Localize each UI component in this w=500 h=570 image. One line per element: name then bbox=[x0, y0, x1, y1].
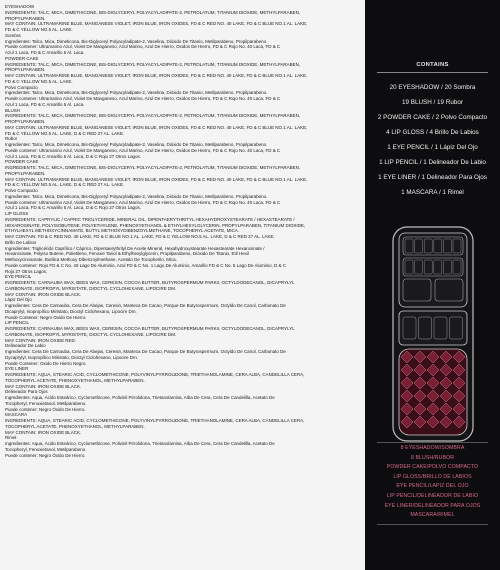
ingredient-heading: EYE LINER bbox=[5, 366, 29, 372]
contains-item: 1 LIP PENCIL / 1 Delineador De Labio bbox=[379, 159, 486, 166]
ingredient-heading: Brillo De Labios bbox=[5, 239, 37, 245]
ingredient-line: Ingredientes: Cera De Carnauba, Cera De Abejas, Ceresin, Manteca De Cacao, Parque De Butyrospermum, Octyldo De Canol, Carbonato De bbox=[5, 303, 286, 308]
contains-item: 1 MASCARA / 1 Rimel bbox=[401, 189, 464, 196]
ingredient-heading: POWDER CAKE bbox=[5, 159, 39, 165]
ingredient-line: Azul 1 Laca, FD & C Amarillo 5 Al. Laca. bbox=[5, 50, 85, 55]
contains-item: 2 POWDER CAKE / 2 Polvo Compacto bbox=[377, 114, 488, 121]
ingredient-line: HEXAROSINATE, POLYISOBUTENE, POLYETHYLENE, PHENOXYETHANOL & ETHYLHEXYLGLYCERIN, PROPYLPARABEN, TITANIUM DIOXIDE, bbox=[5, 222, 306, 228]
ingredient-heading: Polvo Compacto bbox=[5, 188, 38, 193]
ingredient-line: Azul 1 Laca, FD & C Amarillo 5 Al. Laca. bbox=[5, 101, 85, 107]
ingredient-line: Hexarosinate, Polyiso Butene, Polietileno, Fenoxie Tanol & Ethylhexylglycerin, Propilparabeno, Dióxido De Titanio, Etil Hexil bbox=[5, 251, 249, 257]
ingredient-line: ETHYLHEXYL METHOXYCINNAMATE, BUTYL METHOXYDIBENZOYLMETHANE, TOCOPHERYL ACETATE, MICA. bbox=[5, 228, 240, 234]
ingredient-line: MAY CONTAIN: IRON OXIDE RED. bbox=[5, 337, 76, 343]
ingredient-line: Tocopheryl, Fenoxietanol, Metilparabeno. bbox=[5, 400, 87, 406]
upper-tray bbox=[399, 233, 467, 307]
ingredient-line: MAY CONTAIN: ULTRAMARINE BLUE, MANGANESE VIOLET, IRON BLUE, IRON OXIDES, FD & C RED NO. 40 LAKE, FD & C BLUE NO.1 AL. LAKE, bbox=[5, 124, 308, 130]
contains-item: 1 EYE LINER / 1 Delineador Para Ojos bbox=[378, 174, 487, 181]
ingredient-line: MAY CONTAIN: IRON OXIDE BLACK. bbox=[5, 383, 82, 389]
ingredient-line: Puede Contener: Oxido De Hierro Negro. bbox=[5, 360, 87, 366]
middle-tray bbox=[399, 311, 467, 345]
pink-list-item: LIP PENCIL/DELINEADOR DE LABIO bbox=[386, 492, 479, 499]
ingredient-heading: EYESHADOW bbox=[5, 4, 35, 9]
ingredient-line: Dicaprylyl, Isopropílico Miristato, Dioctyl Ciclohexano, Lipocire Dm. bbox=[5, 308, 137, 314]
contains-list bbox=[365, 80, 500, 200]
ingredient-heading: Polvo Compacto bbox=[5, 84, 38, 90]
ingredient-line: INGREDIENTS: CARNAUBA WAX, BEES WAX, CERESIN, COCOA BUTTER, BUTYROSPERMUM PARKII, OCTYLDODECANOL, DICAPRYLYL bbox=[5, 280, 295, 285]
pink-list-item: EYE LINER/DELINEADOR PARA OJOS bbox=[384, 502, 481, 509]
pink-list-item: 8 EYESHADOW/SOMBRA bbox=[400, 445, 465, 451]
contains-item: 20 EYESHADOW / 20 Sombra bbox=[389, 84, 476, 91]
ingredient-line: CARBONATE, ISOPROPYL MYRISTATE, DIOCTYL CYCLOHEXANE, LIPOCIRE DM. bbox=[5, 285, 177, 291]
ingredient-line: TOCOPHERYL ACETATE, PHENOXYETHANOL, METHYLPARABEN. bbox=[5, 377, 145, 383]
ingredient-line: Azul 1 Laca, FD & C Amarillo 5 Al. Laca, D & C Rojo 27 Otros Lagos. bbox=[5, 153, 141, 159]
ingredient-line: FD & C YELLOW NO.5 AL. LAKE, D & C RED 27 AL. LAKE. bbox=[5, 182, 125, 188]
ingredient-line: CARBONATE, ISOPROPYL MYRISTATE, DIOCTYL CYCLOHEXANE, LIPOCIRE DM. bbox=[5, 331, 177, 337]
ingredient-line: Tocopheryl, Fenoxietanol, Metilparabeno. bbox=[5, 446, 87, 452]
ingredient-line: MAY CONTAIN: IRON OXIDE BLACK. bbox=[5, 291, 82, 297]
pink-list-item: MASCARA/RIMEL bbox=[410, 512, 455, 519]
ingredient-line: Puede contener: Negro Óxido De Hierro. bbox=[5, 406, 86, 412]
ingredient-heading: Rubor bbox=[5, 136, 18, 142]
ingredient-line: FD & C YELLOW NO.5 AL. LAKE. bbox=[5, 78, 73, 84]
ingredient-line: TOCOPHERYL ACETATE, PHENOXYETHANOL, METHYLPARABEN. bbox=[5, 423, 145, 429]
ingredient-line: Puede contener: Ultramarino Azul, Violet De Manganeso, Azul Marino, Azul De Hierro, Oxidos De Hierro, FD & C Rojo No. 40 Laca, FD & C bbox=[5, 147, 281, 153]
ingredient-line: Puede Contener: Negro Oxido De Hierro. bbox=[5, 314, 87, 320]
ingredient-heading: MASCARA bbox=[5, 412, 28, 418]
ingredient-line: PROPYLPARABEN. bbox=[5, 67, 46, 73]
ingredient-line: MAY CONTAIN: ULTRAMARINE BLUE, MANGANESE VIOLET, IRON BLUE, IRON OXIDES, FD & C RED NO. 40 LAKE, FD & C BLUE NO.1 AL. LAKE, bbox=[5, 73, 308, 78]
ingredient-line: PROPYLPARABEN. bbox=[5, 15, 46, 21]
ingredient-line: FD & C YELLOW NO.5 AL. LAKE, D & C RED 27 AL. LAKE. bbox=[5, 130, 125, 136]
ingredient-line: MAY CONTAIN: FD & C RED NO. 40 LAKE, FD & C BLUE NO.1 AL. LAKE, FD & C YELLOW NO.5 AL. LAKE, D & C RED 27 AL. LAKE. bbox=[5, 234, 275, 239]
contains-item: 4 LIP GLOSS / 4 Brillo De Labios bbox=[386, 129, 479, 136]
palette-case-illustration bbox=[391, 225, 475, 443]
ingredient-line: INGREDIENTS: CARNAUBA WAX, BEES WAX, CERESIN, COCOA BUTTER, BUTYROSPERMUM PARKII, OCTYLDODECANOL, DICAPRYLYL bbox=[5, 326, 295, 331]
ingredient-line: INGREDIENTS: TALC, MICA, DIMETHICONE, BIS-DIGLYCERYL POLYACYLADIPATE-2, PETROLATUM, TITANIUM DIOXIDE, METHYLPARABEN, bbox=[5, 61, 301, 67]
pink-product-list bbox=[365, 444, 500, 521]
ingredient-heading: Rimel bbox=[5, 435, 17, 441]
contains-title: CONTAINS bbox=[416, 62, 449, 68]
ingredient-heading: LIP GLOSS bbox=[5, 211, 29, 216]
ingredient-line: Rojo 27 Otros Lagos. bbox=[5, 268, 48, 274]
ingredient-heading: Delineador Para Ojos bbox=[5, 389, 48, 395]
ingredient-line: INGREDIENTS: TALC, MICA, DIMETHICONE, BIS-DIGLYCERYL POLYACYLADIPATE-2, PETROLATUM, TITANIUM DIOXIDE, METHYLPARABEN, bbox=[5, 9, 301, 15]
ingredient-line: Azul 1 Laca, FD & C Amarillo 5 Al. Laca, D & C Rojo 27 Otros Lagos. bbox=[5, 205, 141, 211]
ingredient-heading: LIP PENCIL bbox=[5, 320, 29, 326]
palette-case-svg bbox=[391, 225, 475, 443]
pink-divider-top bbox=[377, 442, 488, 443]
ingredient-line: PROPYLPARABEN. bbox=[5, 119, 46, 124]
ingredient-line: INGREDIENTS: TALC, MICA, DIMETHICONE, BIS-DIGLYCERYL POLYACYLADIPATE-2, PETROLATUM, TITANIUM DIOXIDE, METHYLPARABEN, bbox=[5, 165, 301, 170]
contains-divider bbox=[377, 72, 488, 73]
ingredient-line: Puede contener: Ultramarino Azul, Violet De Manganeso, Azul Marino, Azul De Hierro, Oxidos De Hierro, FD & C Rojo No. 40 Laca, FD & C bbox=[5, 199, 281, 205]
contains-item: 1 EYE PENCIL / 1 Lápiz Del Ojo bbox=[387, 144, 478, 151]
pink-list-item: 8 BLUSH/RUBOR bbox=[410, 454, 455, 461]
pink-list-item: EYE PENCIL/LAPIZ DEL OJO bbox=[396, 483, 469, 490]
ingredient-line: Ingredientes: Talco, Mica, Dimeticona, Bis-Diglyceryl Polyacyladipate-2, Vaselina, Dióxido De Titanio, Metilparabeno, Propilparabeno. bbox=[5, 38, 268, 44]
pink-list-item: LIP GLOSS/BRILLO DE LABIOS bbox=[393, 473, 472, 480]
ingredient-line: Ingredientes: Aqua, Ácido Esteárico, Cyclomethicone, Polivinil Pirrolidona, Trietanolamina, Alba De Cera, Cera De Candelilla, Acetato De bbox=[5, 441, 275, 446]
ingredient-line: INGREDIENTS: CAPRYLIC / CAPRIC TRIGLYCERIDE, MINERAL OIL, DIPENTAERYTHRITYL HEXAHYDROXYSTEARATE / HEXASTEARATE / bbox=[5, 216, 295, 222]
ingredient-line: INGREDIENTS: AQUA, STEARIC ACID, CYCLOMETHICONE, POLYVINYLPYRROLIDONE, TRIETHANOLAMINE, CERA ALBA, CANDELILLA CERA, bbox=[5, 418, 305, 423]
ingredient-line: Puede contener: Negro Óxido De Hierro. bbox=[5, 452, 86, 458]
ingredient-line: Methoxycinnamate, Butilica Methoxy Dibenzoylmethane, Acetato De Tocopherilo, Mica. bbox=[5, 257, 177, 262]
ingredient-heading: BLUSH bbox=[5, 107, 20, 113]
ingredient-line: Puede contener: Rojo FD & C No. 40 Lago De Aluminio, Azul FD & C No. 1 Lago De Aluminio, Amarillo FD & C No. 5 Lago De Aluminio, D & C bbox=[5, 262, 286, 268]
ingredient-line: MAY CONTAIN: ULTRAMARINE BLUE, MANGANESE VIOLET, IRON BLUE, IRON OXIDES, FD & C RED NO. 40 LAKE, FD & C BLUE NO.1 AL. LAKE, bbox=[5, 21, 308, 27]
ingredient-line: FD & C YELLOW NO.5 AL. LAKE. bbox=[5, 27, 73, 32]
ingredient-line: MAY CONTAIN: IRON OXIDE BLACK. bbox=[5, 429, 82, 435]
ingredient-line: Puede contener: Ultramarino Azul, Violet De Manganeso, Azul Marino, Azul De Hierro, Oxidos De Hierro, FD & C Rojo No. 40 Laca, FD & C bbox=[5, 96, 281, 101]
ingredient-heading: Delineador De Labio bbox=[5, 343, 46, 349]
ingredient-heading: EYE PENCIL bbox=[5, 274, 32, 280]
pink-list-item: POWDER CAKE/POLVO COMPACTO bbox=[386, 464, 479, 471]
ingredient-line: INGREDIENTS: TALC, MICA, DIMETHICONE, BIS-DIGLYCERYL POLYACYLADIPATE-2, PETROLATUM, TITANIUM DIOXIDE, METHYLPARABEN, bbox=[5, 113, 301, 119]
ingredient-line: INGREDIENTS: AQUA, STEARIC ACID, CYCLOMETHICONE, POLYVINYLPYRROLIDONE, TRIETHANOLAMINE, CERA ALBA, CANDELILLA CERA, bbox=[5, 372, 305, 377]
ingredient-line: Ingredientes: Talco, Mica, Dimeticona, Bis-Diglyceryl Polyacyladipate-2, Vaselina, Dióxido De Titanio, Metilparabeno, Propilparabeno. bbox=[5, 142, 268, 147]
ingredient-line: Puede contener: Ultramarino Azul, Violet De Manganeso, Azul Marino, Azul De Hierro, Oxidos De Hierro, FD & C Rojo No. 40 Laca, FD & C bbox=[5, 44, 281, 50]
ingredient-heading: Lápiz Del Ojo bbox=[5, 297, 32, 303]
ingredient-line: Ingredientes: Triglicérido Caprílico / Cáprico, Dipentaerythrityl De Aceite Mineral, Hexahydroxystearate Hexastearate Hexarosinate / bbox=[5, 245, 265, 251]
pink-divider-bottom bbox=[377, 524, 488, 525]
ingredient-line: Ingredientes: Talco, Mica, Dimeticona, Bis-Diglyceryl Polyacyladipate-2, Vaselina, Dióxido De Titanio, Metilparabeno, Propilparabeno. bbox=[5, 193, 268, 199]
ingredient-line: MAY CONTAIN: ULTRAMARINE BLUE, MANGANESE VIOLET, IRON BLUE, IRON OXIDES, FD & C RED NO. 40 LAKE, FD & C BLUE NO.1 AL. LAKE, bbox=[5, 176, 308, 182]
contents-panel bbox=[365, 0, 500, 570]
ingredient-heading: Sombra bbox=[5, 32, 21, 38]
ingredient-heading: POWDER CAKE bbox=[5, 55, 39, 61]
ingredient-line: PROPYLPARABEN. bbox=[5, 170, 46, 176]
ingredient-line: Dycaprylyl, Isopropílico Miristato, Dioctyl Ciclohexano, Lipocire Dm. bbox=[5, 354, 138, 360]
ingredient-line: Ingredientes: Aqua, Ácido Esteárico, Cyclomethicone, Polivinil Pirrolidona, Trietanolamina, Alba De Cera, Cera De Candelilla, Acetato De bbox=[5, 395, 275, 400]
ingredient-line: Ingredientes: Talco, Mica, Dimeticona, Bis-Diglyceryl Polyacyladipate-2, Vaselina, Dióxido De Titanio, Metilparabeno, Propilparabeno. bbox=[5, 90, 268, 96]
contains-item: 19 BLUSH / 19 Rubor bbox=[402, 99, 463, 106]
ingredient-line: Ingredientes: Cera De Carnauba, Cera De Abejas, Ceresin, Manteca De Cacao, Parque De Butyrospermum, Octyldo De Canol, Carbonato De bbox=[5, 349, 286, 354]
